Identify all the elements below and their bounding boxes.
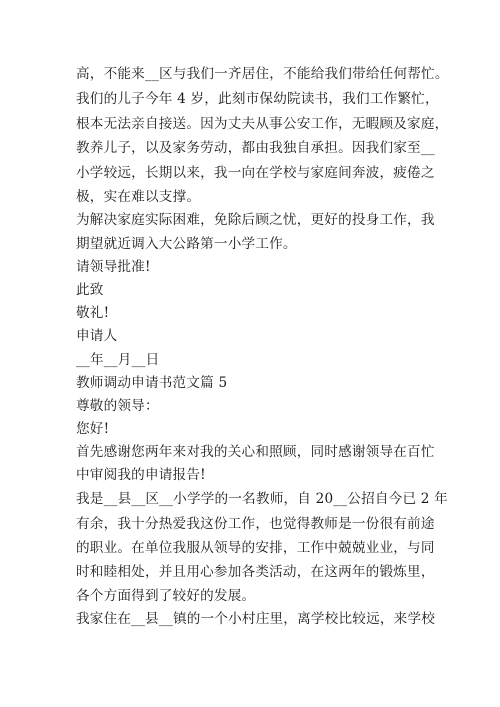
text-line: 中审阅我的申请报告!: [76, 467, 206, 483]
text-line: 首先感谢您两年来对我的关心和照顾，同时感谢领导在百忙: [76, 444, 435, 460]
text-line: 我是__县__区__小学学的一名教师，自 20__公招自今已 2 年: [76, 491, 448, 507]
text-line: 我们的儿子今年 4 岁，此刻市保幼院读书，我们工作繁忙，: [76, 91, 439, 107]
text-line: 根本无法亲自接送。因为丈夫从事公安工作，无暇顾及家庭，: [76, 116, 449, 132]
text-line: 有余，我十分热爱我这份工作，也觉得教师是一份很有前途: [76, 516, 435, 532]
text-line: 我家住在__县__镇的一个小村庄里，离学校比较远，来学校: [76, 611, 436, 627]
text-line: 高，不能来__区与我们一齐居住，不能给我们带给任何帮忙。: [76, 66, 449, 82]
text-line: 小学较远，长期以来，我一向在学校与家庭间奔波，疲倦之: [76, 165, 435, 181]
text-line: 请领导批准!: [76, 259, 151, 275]
text-line: 极，实在难以支撑。: [76, 189, 201, 205]
text-line: 的职业。在单位我服从领导的安排，工作中兢兢业业，与同: [76, 540, 435, 556]
text-line: __年__月__日: [76, 352, 160, 368]
text-line: 您好!: [76, 421, 110, 437]
text-line: 时和睦相处，并且用心参加各类活动，在这两年的锻炼里，: [76, 564, 435, 580]
text-line: 此致: [76, 282, 104, 298]
text-line: 尊敬的领导：: [76, 398, 159, 414]
text-line: 各个方面得到了较好的发展。: [76, 588, 256, 604]
section-heading: 教师调动申请书范文篇 5: [76, 375, 228, 391]
text-line: 期望就近调入大公路第一小学工作。: [76, 236, 297, 252]
text-line: 申请人: [76, 328, 118, 344]
text-line: 教养儿子，以及家务劳动，都由我独自承担。因我们家至__: [76, 140, 435, 156]
text-line: 为解决家庭实际困难，免除后顾之忧，更好的投身工作，我: [76, 212, 435, 228]
text-line: 敬礼!: [76, 305, 110, 321]
